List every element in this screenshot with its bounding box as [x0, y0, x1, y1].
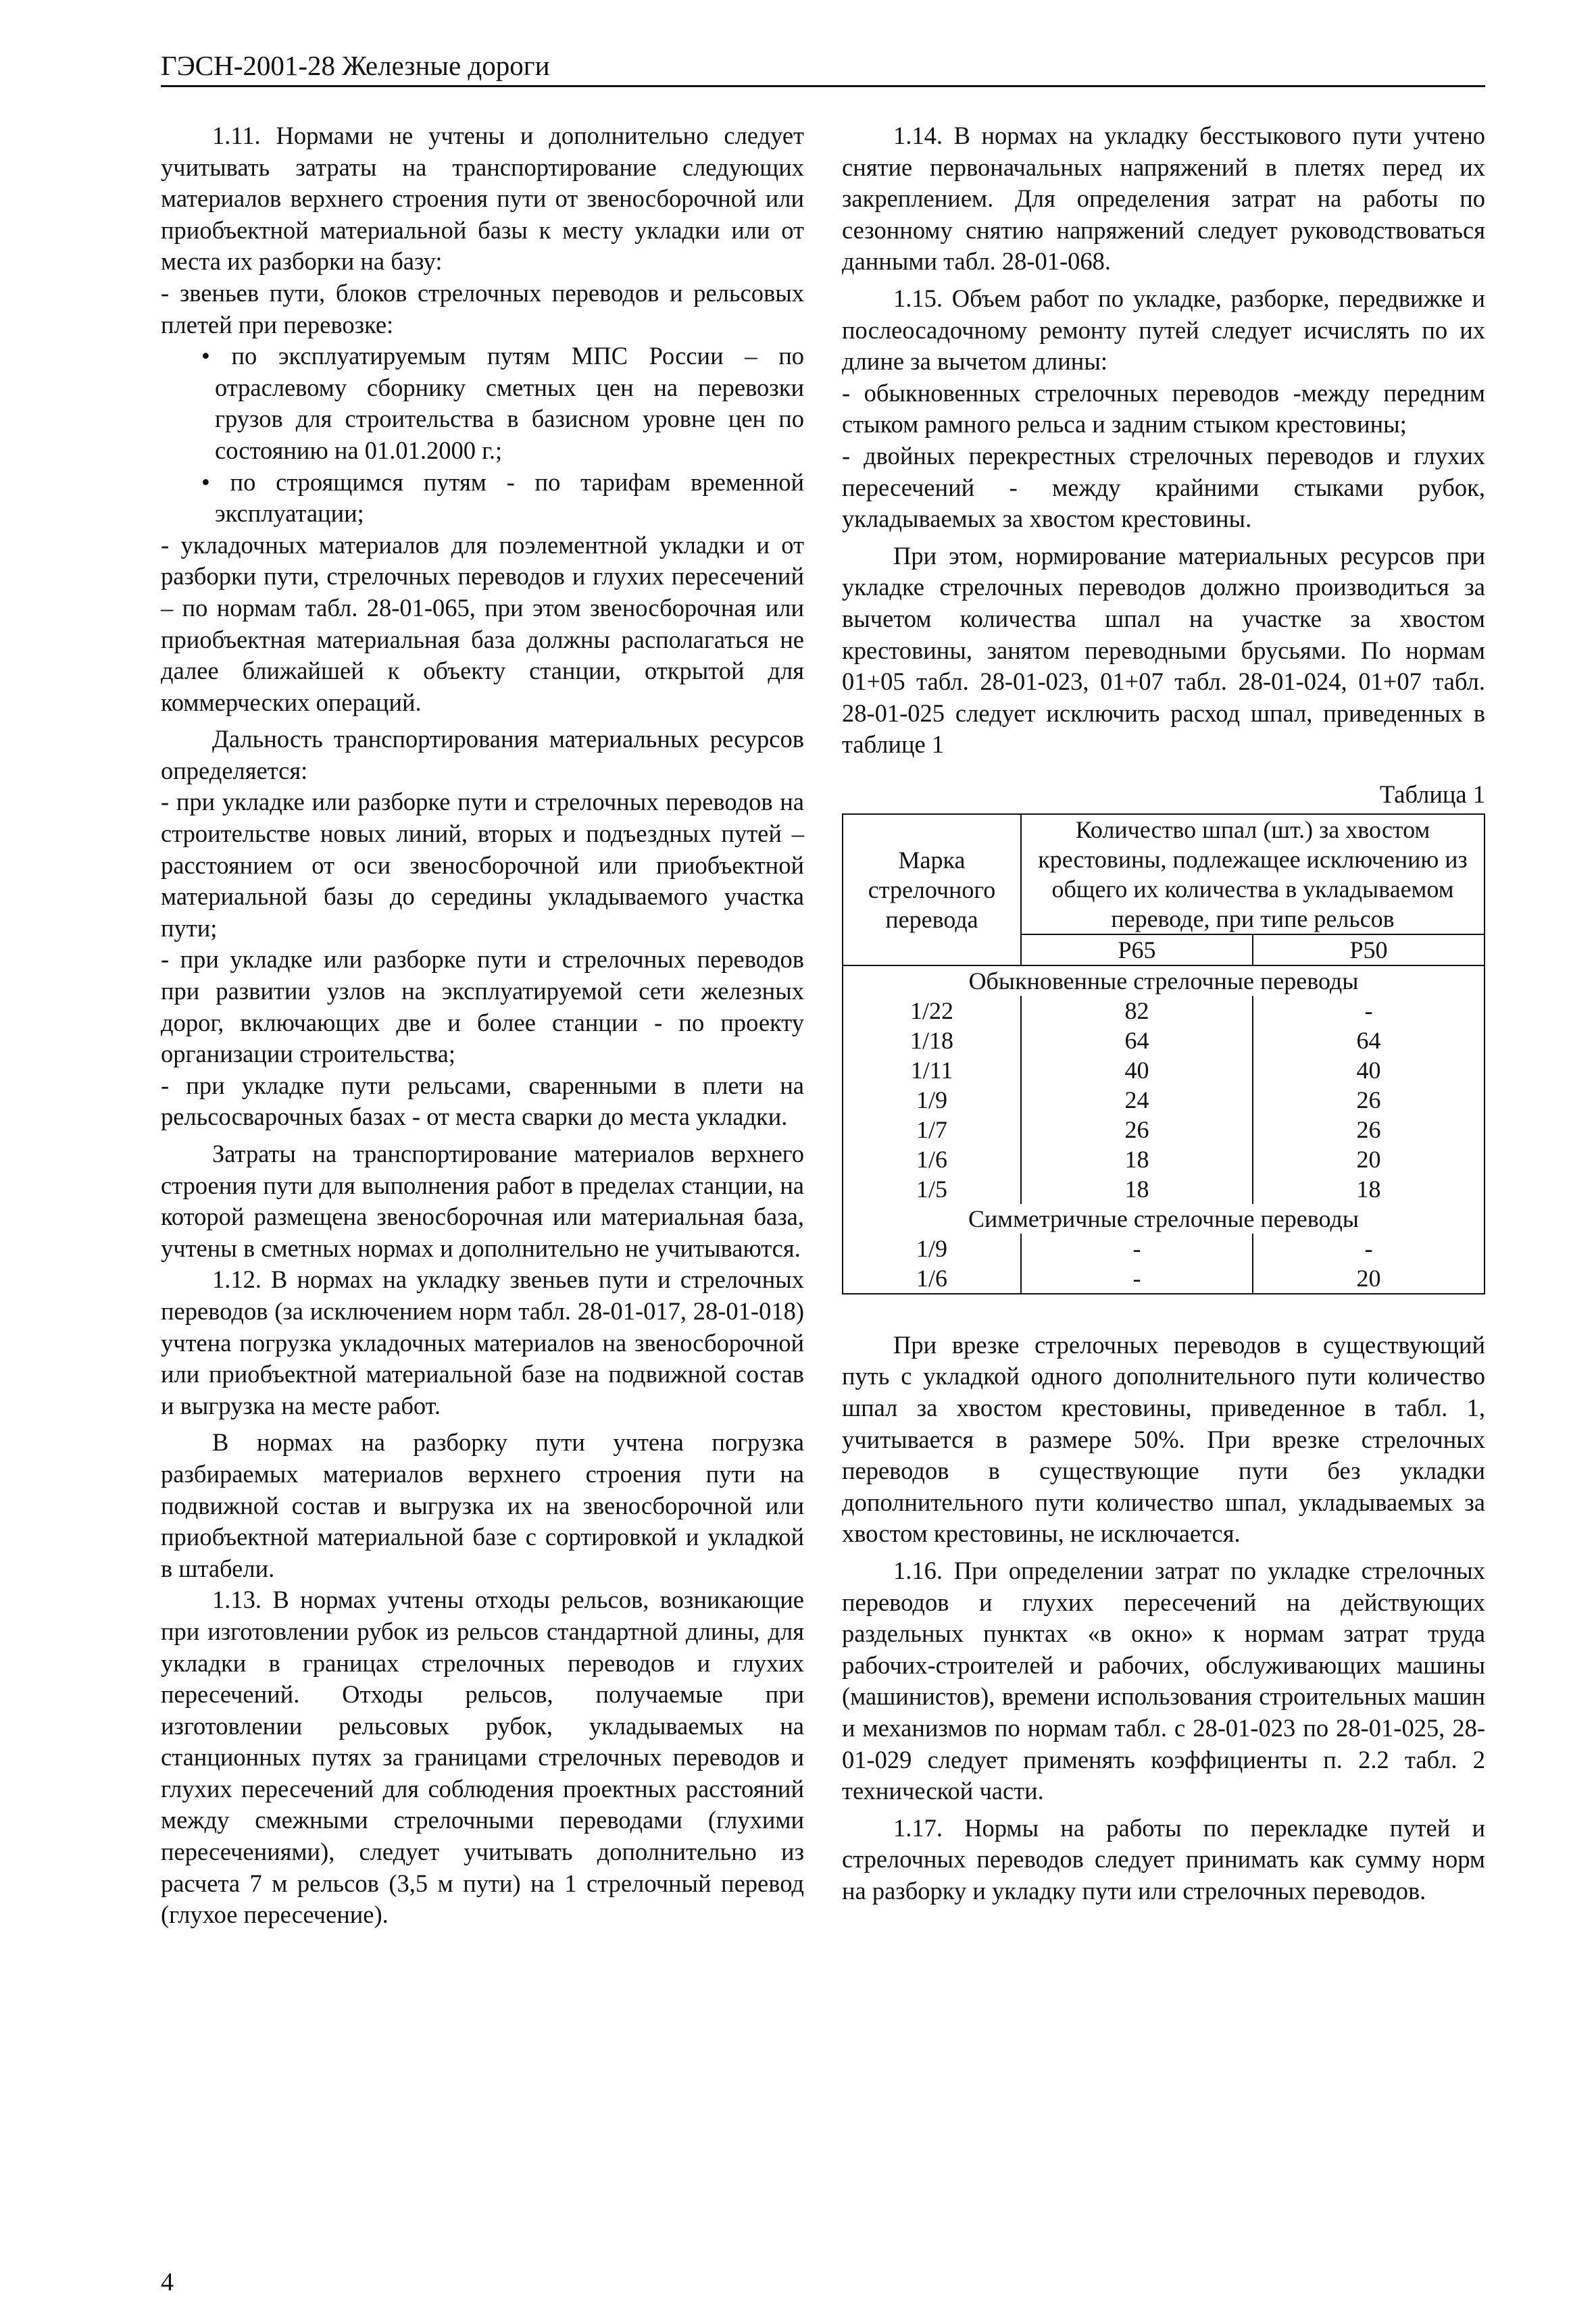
list-item-dash: - укладочных материалов для поэлементной укладки и от разборки пути, стрелочных переводов и глухих пересечений – по нормам табл. 28-01-065, при этом звеносборочная или приобъектная материальная база должны располагаться не далее ближайшей к объекту станции, открытой для коммерческих операций.	[161, 530, 804, 716]
column-header-mark: Марка стрелочного перевода	[843, 814, 1021, 965]
table-cell-p65: 82	[1021, 996, 1253, 1026]
list-item-dash: - при укладке или разборке пути и стрелочных переводов при развитии узлов на эксплуатируемой сети железных дорог, включающих две и более станции - по проекту организации строительства;	[161, 945, 804, 1068]
column-header-p65: Р65	[1021, 934, 1253, 965]
paragraph-1-14: 1.14. В нормах на укладку бесстыкового пути учтено снятие первоначальных напряжений в плетях перед их закреплением. Для определения затрат на работы по сезонному снятию напряжений следует руководствоваться данными табл. 28-01-068.	[842, 122, 1485, 276]
list-item-dash: - двойных перекрестных стрелочных переводов и глухих пересечений - между крайними стыками рубок, укладываемых за хвостом крестовины.	[842, 441, 1485, 533]
table-cell-p65: 18	[1021, 1174, 1253, 1204]
paragraph: При этом, нормирование материальных ресурсов при укладке стрелочных переводов должно производиться за вычетом количества шпал на участке за хвостом крестовины, занятом переводными брусьями. По нормам 01+05 табл. 28-01-023, 01+07 табл. 28-01-024, 01+07 табл. 28-01-025 следует исключить расход шпал, приведенных в таблице 1	[842, 541, 1485, 759]
table-cell-mark: 1/18	[843, 1026, 1021, 1055]
table-cell-p50: -	[1253, 996, 1485, 1026]
table-row	[843, 996, 1485, 1026]
table-cell-p50: 18	[1253, 1174, 1485, 1204]
page-number: 4	[161, 2268, 174, 2296]
paragraph: При врезке стрелочных переводов в существующий путь с укладкой одного дополнительного пути количество шпал за хвостом крестовины, приведенное в табл. 1, учитывается в размере 50%. При врезке стрелочных переводов в существующие пути без укладки дополнительного пути количество шпал, укладываемых за хвостом крестовины, не исключается.	[842, 1330, 1485, 1548]
table-cell-p50: 20	[1253, 1263, 1485, 1294]
table-cell-p65: 40	[1021, 1055, 1253, 1085]
list-item-bullet: • по эксплуатируемым путям МПС России – по отраслевому сборнику сметных цен на перевозки грузов для строительства в базисном уровне цен по состоянию на 01.01.2000 г.;	[201, 342, 804, 464]
table-row	[843, 1263, 1485, 1294]
table-cell-mark: 1/9	[843, 1085, 1021, 1115]
table-cell-mark: 1/5	[843, 1174, 1021, 1204]
list-item-bullet: • по строящимся путям - по тарифам временной эксплуатации;	[201, 468, 804, 528]
left-column	[161, 120, 804, 1931]
paragraph-1-13: 1.13. В нормах учтены отходы рельсов, возникающие при изготовлении рубок из рельсов стандартной длины, для укладки в границах стрелочных переводов и глухих пересечений. Отходы рельсов, получаемые при изготовлении рельсовых рубок, укладываемых на станционных путях за границами стрелочных переводов и глухих пересечений для соблюдения проектных расстояний между смежными стрелочными переводами (глухими пересечениями), следует учитывать дополнительно из расчета 7 м рельсов (3,5 м пути) на 1 стрелочный перевод (глухое пересечение).	[161, 1586, 804, 1929]
paragraph-1-17: 1.17. Нормы на работы по перекладке путей и стрелочных переводов следует принимать как сумму норм на разборку и укладку пути или стрелочных переводов.	[842, 1813, 1485, 1905]
column-header-group: Количество шпал (шт.) за хвостом крестовины, подлежащее исключению из общего их количества в укладываемом переводе, при типе рельсов	[1021, 814, 1485, 934]
table-section-row	[843, 1204, 1485, 1234]
table-cell-p65: -	[1021, 1234, 1253, 1263]
table-cell-p50: 26	[1253, 1115, 1485, 1145]
paragraph: Дальность транспортирования материальных ресурсов определяется:	[161, 725, 804, 784]
table-cell-mark: 1/11	[843, 1055, 1021, 1085]
table-cell-mark: 1/7	[843, 1115, 1021, 1145]
list-item-dash: - при укладке или разборке пути и стрелочных переводов на строительстве новых линий, вторых и подъездных путей – расстоянием от оси звеносборочной или приобъектной материальной базы до середины укладываемого участка пути;	[161, 788, 804, 942]
table-cell-p50: 26	[1253, 1085, 1485, 1115]
table-cell-mark: 1/6	[843, 1263, 1021, 1294]
table-cell-p50: -	[1253, 1234, 1485, 1263]
table-cell-p65: 26	[1021, 1115, 1253, 1145]
sleepers-table	[842, 813, 1485, 1294]
table-row	[843, 1234, 1485, 1263]
header-divider	[161, 85, 1485, 87]
table-cell-p65: 64	[1021, 1026, 1253, 1055]
paragraph-1-11: 1.11. Нормами не учтены и дополнительно следует учитывать затраты на транспортирование следующих материалов верхнего строения пути от звеносборочной или приобъектной материальной базы к месту укладки или от места их разборки на базу:	[161, 122, 804, 276]
table-cell-mark: 1/9	[843, 1234, 1021, 1263]
right-column	[842, 120, 1485, 1907]
list-item-dash: - при укладке пути рельсами, сваренными в плети на рельсосварочных базах - от места сварки до места укладки.	[161, 1071, 804, 1131]
after-table-text	[842, 1330, 1485, 1907]
table-caption: Таблица 1	[1379, 780, 1485, 808]
paragraph-1-15: 1.15. Объем работ по укладке, разборке, передвижке и послеосадочному ремонту путей следует исчислять по их длине за вычетом длины:	[842, 284, 1485, 376]
table-cell-p65: 18	[1021, 1145, 1253, 1174]
table-row	[843, 1115, 1485, 1145]
table-cell-p65: 24	[1021, 1085, 1253, 1115]
table-section-title: Обыкновенные стрелочные переводы	[843, 965, 1485, 996]
paragraph-1-12: 1.12. В нормах на укладку звеньев пути и стрелочных переводов (за исключением норм табл. 28-01-017, 28-01-018) учтена погрузка укладочных материалов на звеносборочной или приобъектной материальной базе на подвижной состав и выгрузка на месте работ.	[161, 1265, 804, 1419]
paragraph: Затраты на транспортирование материалов верхнего строения пути для выполнения работ в пределах станции, на которой размещена звеносборочная или материальная база, учтены в сметных нормах и дополнительно не учитываются.	[161, 1140, 804, 1262]
page-header: ГЭСН-2001-28 Железные дороги	[161, 50, 550, 81]
table-section-row	[843, 965, 1485, 996]
list-item-dash: - обыкновенных стрелочных переводов -между передним стыком рамного рельса и задним стыком крестовины;	[842, 378, 1485, 438]
table-row	[843, 1055, 1485, 1085]
table-cell-mark: 1/6	[843, 1145, 1021, 1174]
paragraph-1-16: 1.16. При определении затрат по укладке стрелочных переводов и глухих пересечений на действующих раздельных пунктах «в окно» к нормам затрат труда рабочих-строителей и рабочих, обслуживающих машины (машинистов), времени использования строительных машин и механизмов по нормам табл. с 28-01-023 по 28-01-025, 28-01-029 следует применять коэффициенты п. 2.2 табл. 2 технической части.	[842, 1557, 1485, 1805]
table-row	[843, 1026, 1485, 1055]
table-row	[843, 1145, 1485, 1174]
table-cell-p50: 20	[1253, 1145, 1485, 1174]
table-section-title: Симметричные стрелочные переводы	[843, 1204, 1485, 1234]
table-row	[843, 1174, 1485, 1204]
paragraph: В нормах на разборку пути учтена погрузка разбираемых материалов верхнего строения пути на подвижной состав и выгрузка их на звеносборочной или приобъектной материальной базе с сортировкой и укладкой в штабели.	[161, 1428, 804, 1582]
table-cell-p65: -	[1021, 1263, 1253, 1294]
table-row	[843, 1085, 1485, 1115]
list-item-dash: - звеньев пути, блоков стрелочных переводов и рельсовых плетей при перевозке:	[161, 278, 804, 338]
table-cell-p50: 64	[1253, 1026, 1485, 1055]
table-cell-mark: 1/22	[843, 996, 1021, 1026]
table-body	[843, 965, 1485, 1294]
table-cell-p50: 40	[1253, 1055, 1485, 1085]
column-header-p50: Р50	[1253, 934, 1485, 965]
